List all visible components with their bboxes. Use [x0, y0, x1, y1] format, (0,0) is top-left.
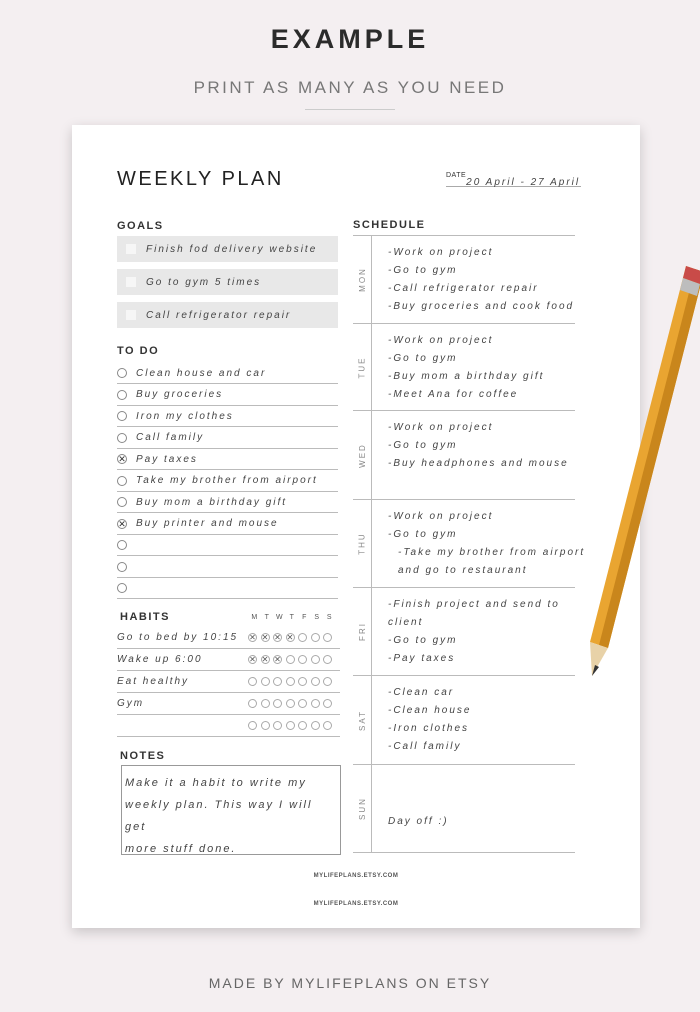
schedule-item: -Go to gym: [388, 440, 458, 451]
habit-day-labels: [248, 614, 336, 621]
day-items: [388, 332, 593, 404]
habit-name: Gym: [117, 698, 145, 709]
notes-line: weekly plan. This way I will get: [125, 799, 313, 833]
todo-item: [117, 557, 338, 578]
schedule-item: -Go to gym: [388, 353, 458, 364]
schedule-item: -Clean car: [388, 687, 455, 698]
circle-icon[interactable]: [323, 655, 332, 664]
goals-heading: GOALS: [117, 220, 164, 232]
circle-icon[interactable]: [261, 721, 270, 730]
checked-circle-icon[interactable]: ✕: [118, 518, 126, 529]
checked-circle-icon[interactable]: ✕: [286, 633, 294, 642]
todo-text: Iron my clothes: [136, 410, 234, 422]
notes-heading: NOTES: [120, 750, 166, 762]
date-field: [446, 172, 581, 187]
todo-text: Pay taxes: [136, 453, 198, 465]
todo-item: [117, 363, 338, 384]
day-name: FRI: [357, 622, 367, 641]
circle-icon[interactable]: [248, 699, 257, 708]
schedule-item: client: [388, 617, 424, 628]
date-label: DATE: [446, 172, 467, 179]
circle-icon[interactable]: [298, 699, 307, 708]
goal-item: [117, 302, 338, 328]
schedule-day-thu: [353, 500, 586, 588]
notes-line: more stuff done.: [125, 843, 237, 855]
todo-item: [117, 428, 338, 449]
goal-text: Go to gym 5 times: [146, 276, 262, 288]
circle-icon[interactable]: [273, 721, 282, 730]
schedule-item: and go to restaurant: [398, 565, 528, 576]
circle-icon[interactable]: [323, 677, 332, 686]
circle-icon[interactable]: [117, 540, 127, 550]
circle-icon[interactable]: [298, 633, 307, 642]
day-name: THU: [357, 532, 367, 555]
schedule-item: Day off :): [388, 816, 449, 827]
circle-icon[interactable]: [323, 633, 332, 642]
schedule-item: -Call family: [388, 741, 462, 752]
habit-row: [117, 649, 340, 671]
schedule-day-sat: [353, 676, 575, 765]
goal-checkbox[interactable]: [126, 244, 136, 254]
goal-checkbox[interactable]: [126, 310, 136, 320]
circle-icon[interactable]: [311, 655, 320, 664]
checked-circle-icon[interactable]: ✕: [274, 633, 281, 642]
habit-day-label: S: [326, 614, 332, 621]
habit-row: [117, 627, 340, 649]
circle-icon[interactable]: [117, 562, 127, 572]
habit-day-label: W: [275, 614, 283, 621]
circle-icon[interactable]: [298, 721, 307, 730]
todo-item: [117, 449, 338, 470]
todo-text: Clean house and car: [136, 367, 267, 379]
todo-item: [117, 406, 338, 427]
footer-url: MYLIFEPLANS.ETSY.COM: [313, 901, 399, 907]
schedule-item: -Take my brother from airport: [398, 547, 586, 558]
circle-icon[interactable]: [311, 699, 320, 708]
circle-icon[interactable]: [298, 677, 307, 686]
goal-item: [117, 236, 338, 262]
goal-item: [117, 269, 338, 295]
todo-item: [117, 385, 338, 406]
footer-url: MYLIFEPLANS.ETSY.COM: [313, 873, 399, 879]
divider: [305, 109, 395, 110]
todo-item: [117, 514, 338, 535]
schedule-day-mon: [353, 236, 575, 324]
schedule-item: -Iron clothes: [388, 723, 470, 734]
schedule-day-tue: [353, 324, 575, 411]
day-label: [353, 676, 372, 764]
schedule-item: -Work on project: [388, 247, 494, 258]
circle-icon[interactable]: [273, 677, 282, 686]
todo-heading: TO DO: [117, 345, 160, 357]
day-label: [353, 411, 372, 499]
schedule-day-sun: [353, 765, 575, 853]
day-label: [353, 588, 372, 675]
checked-circle-icon[interactable]: ✕: [261, 655, 269, 664]
day-items: [388, 508, 593, 580]
habit-row: [117, 693, 340, 715]
schedule-item: -Call refrigerator repair: [388, 283, 539, 294]
circle-icon[interactable]: [286, 677, 295, 686]
habit-day-label: S: [314, 614, 320, 621]
schedule-item: -Finish project and send to: [388, 599, 560, 610]
checked-circle-icon[interactable]: ✕: [249, 655, 256, 664]
circle-icon[interactable]: [117, 476, 127, 486]
habit-day-label: T: [264, 614, 269, 621]
todo-text: Buy mom a birthday gift: [136, 496, 288, 508]
date-value: 20 April - 27 April: [466, 177, 581, 188]
schedule-item: -Work on project: [388, 511, 494, 522]
habit-day-label: T: [289, 614, 294, 621]
circle-icon[interactable]: [248, 721, 257, 730]
circle-icon[interactable]: [261, 677, 270, 686]
schedule-day-fri: [353, 588, 575, 676]
day-name: MON: [357, 267, 367, 292]
todo-item: [117, 471, 338, 492]
notes-line: Make it a habit to write my: [125, 777, 307, 789]
circle-icon[interactable]: [117, 433, 127, 443]
goal-text: Call refrigerator repair: [146, 309, 292, 321]
schedule-item: -Work on project: [388, 335, 494, 346]
day-label: [353, 236, 372, 323]
schedule-item: -Pay taxes: [388, 653, 456, 664]
circle-icon[interactable]: [286, 699, 295, 708]
schedule-item: -Buy headphones and mouse: [388, 458, 569, 469]
circle-icon[interactable]: [323, 721, 332, 730]
schedule-item: -Buy mom a birthday gift: [388, 371, 545, 382]
todo-text: Buy printer and mouse: [136, 518, 279, 529]
schedule-item: -Meet Ana for coffee: [388, 389, 519, 400]
day-label: [353, 765, 372, 852]
circle-icon[interactable]: [117, 390, 127, 400]
habit-name: Wake up 6:00: [117, 654, 203, 665]
todo-text: Take my brother from airport: [136, 475, 318, 486]
heading: EXAMPLE: [270, 24, 430, 54]
habit-day-label: M: [251, 614, 258, 621]
circle-icon[interactable]: [323, 699, 332, 708]
day-items: [388, 684, 593, 756]
todo-text: Buy groceries: [136, 389, 224, 400]
schedule-item: [388, 795, 593, 813]
circle-icon[interactable]: [117, 497, 127, 507]
subheading: PRINT AS MANY AS YOU NEED: [193, 78, 507, 97]
habit-day-label: F: [302, 614, 307, 621]
schedule-item: -Work on project: [388, 422, 494, 433]
todo-item: [117, 492, 338, 513]
circle-icon[interactable]: [298, 655, 307, 664]
goal-text: Finish fod delivery website: [146, 243, 318, 255]
habit-row: [117, 671, 340, 693]
checked-circle-icon[interactable]: ✕: [118, 454, 126, 464]
circle-icon[interactable]: [273, 699, 282, 708]
schedule-item: -Go to gym: [388, 265, 458, 276]
planner-title: WEEKLY PLAN: [117, 168, 284, 190]
day-name: SAT: [357, 709, 367, 731]
circle-icon[interactable]: [286, 721, 295, 730]
checked-circle-icon[interactable]: ✕: [261, 633, 269, 642]
circle-icon[interactable]: [117, 368, 127, 378]
day-items: [388, 419, 593, 473]
habit-name: Eat healthy: [117, 676, 190, 687]
circle-icon[interactable]: [286, 655, 295, 664]
circle-icon[interactable]: [248, 677, 257, 686]
todo-text: Call family: [136, 432, 205, 443]
schedule-item: -Go to gym: [388, 635, 458, 646]
day-name: WED: [357, 442, 367, 468]
schedule-heading: SCHEDULE: [353, 219, 426, 231]
schedule-day-wed: [353, 411, 575, 500]
goal-checkbox[interactable]: [126, 277, 136, 287]
todo-item: [117, 578, 338, 599]
schedule-item: -Clean house: [388, 705, 472, 716]
todo-item: [117, 535, 338, 556]
habits-heading: HABITS: [120, 611, 170, 623]
day-name: TUE: [357, 356, 367, 378]
circle-icon[interactable]: [311, 721, 320, 730]
pencil-icon: [586, 266, 700, 676]
day-name: SUN: [357, 797, 367, 820]
circle-icon[interactable]: [261, 699, 270, 708]
schedule-item: -Buy groceries and cook food: [388, 301, 575, 312]
day-items: [388, 244, 593, 316]
day-label: [353, 324, 372, 410]
notes-box: [121, 765, 341, 855]
habit-name: Go to bed by 10:15: [117, 632, 239, 643]
checked-circle-icon[interactable]: ✕: [249, 633, 256, 642]
schedule-item: -Go to gym: [388, 529, 458, 540]
checked-circle-icon[interactable]: ✕: [274, 655, 281, 664]
day-items: [388, 795, 593, 831]
circle-icon[interactable]: [311, 677, 320, 686]
circle-icon[interactable]: [117, 583, 127, 593]
made-by-caption: MADE BY MYLIFEPLANS ON ETSY: [208, 975, 492, 991]
circle-icon[interactable]: [311, 633, 320, 642]
day-label: [353, 500, 372, 587]
circle-icon[interactable]: [117, 411, 127, 421]
day-items: [388, 596, 593, 668]
habit-row: [117, 715, 340, 737]
